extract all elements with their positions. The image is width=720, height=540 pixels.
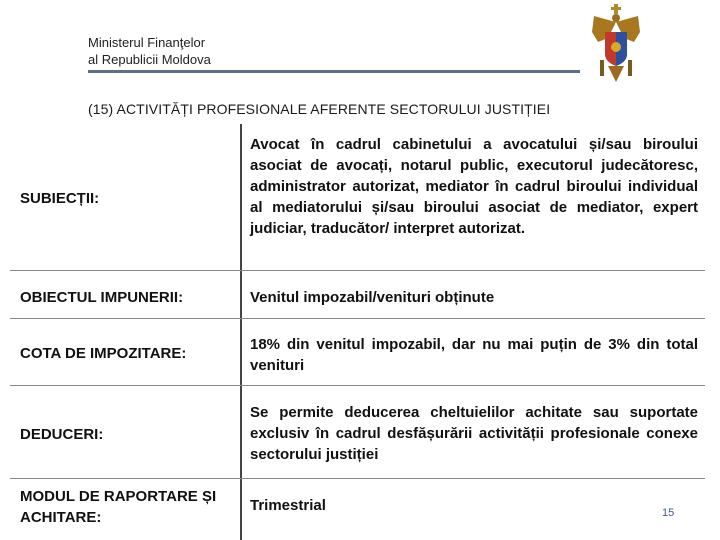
row-value-cota-de-impozitare: 18% din venitul impozabil, dar nu mai puțin de 3% din total venituri <box>250 336 698 374</box>
row-value-modul-de-raportare: Trimestrial <box>250 497 326 514</box>
row-label-deduceri: DEDUCERI: <box>20 426 104 443</box>
page-number: 15 <box>662 507 675 519</box>
row-label-cota-de-impozitare: COTA DE IMPOZITARE: <box>20 345 187 362</box>
ministry-name <box>88 34 211 68</box>
ministry-line-1: Ministerul Finanţelor <box>88 35 206 50</box>
row-divider <box>10 385 705 386</box>
row-label-obiectul-impunerii: OBIECTUL IMPUNERII: <box>20 289 184 306</box>
row-value-subiectii: Avocat în cadrul cabinetului a avocatului și/sau biroului asociat de avocați, notarul public, executorul judecătoresc, administrator autorizat, mediator în cadrul biroului individual al mediatorului și/sau biroului asociat de mediator, expert judiciar, traducător/ interpret autorizat. <box>250 136 698 237</box>
slide-title: (15) ACTIVITĂȚI PROFESIONALE AFERENTE SECTORULUI JUSTIȚIEI <box>88 101 551 117</box>
ministry-line-2: al Republicii Moldova <box>88 52 211 67</box>
row-label-subiectii: SUBIECȚII: <box>20 190 100 207</box>
row-value-obiectul-impunerii: Venitul impozabil/venituri obținute <box>250 289 495 306</box>
row-divider <box>10 478 705 479</box>
row-divider <box>10 270 705 271</box>
coat-of-arms-icon <box>588 2 644 98</box>
row-label-modul-de-raportare: MODUL DE RAPORTARE ȘI ACHITARE: <box>20 488 217 526</box>
row-divider <box>10 318 705 319</box>
row-value-deduceri: Se permite deducerea cheltuielilor achitate sau suportate exclusiv în cadrul desfășurării activității profesionale conexe sectorului justiției <box>250 404 698 463</box>
header-divider <box>88 70 580 73</box>
